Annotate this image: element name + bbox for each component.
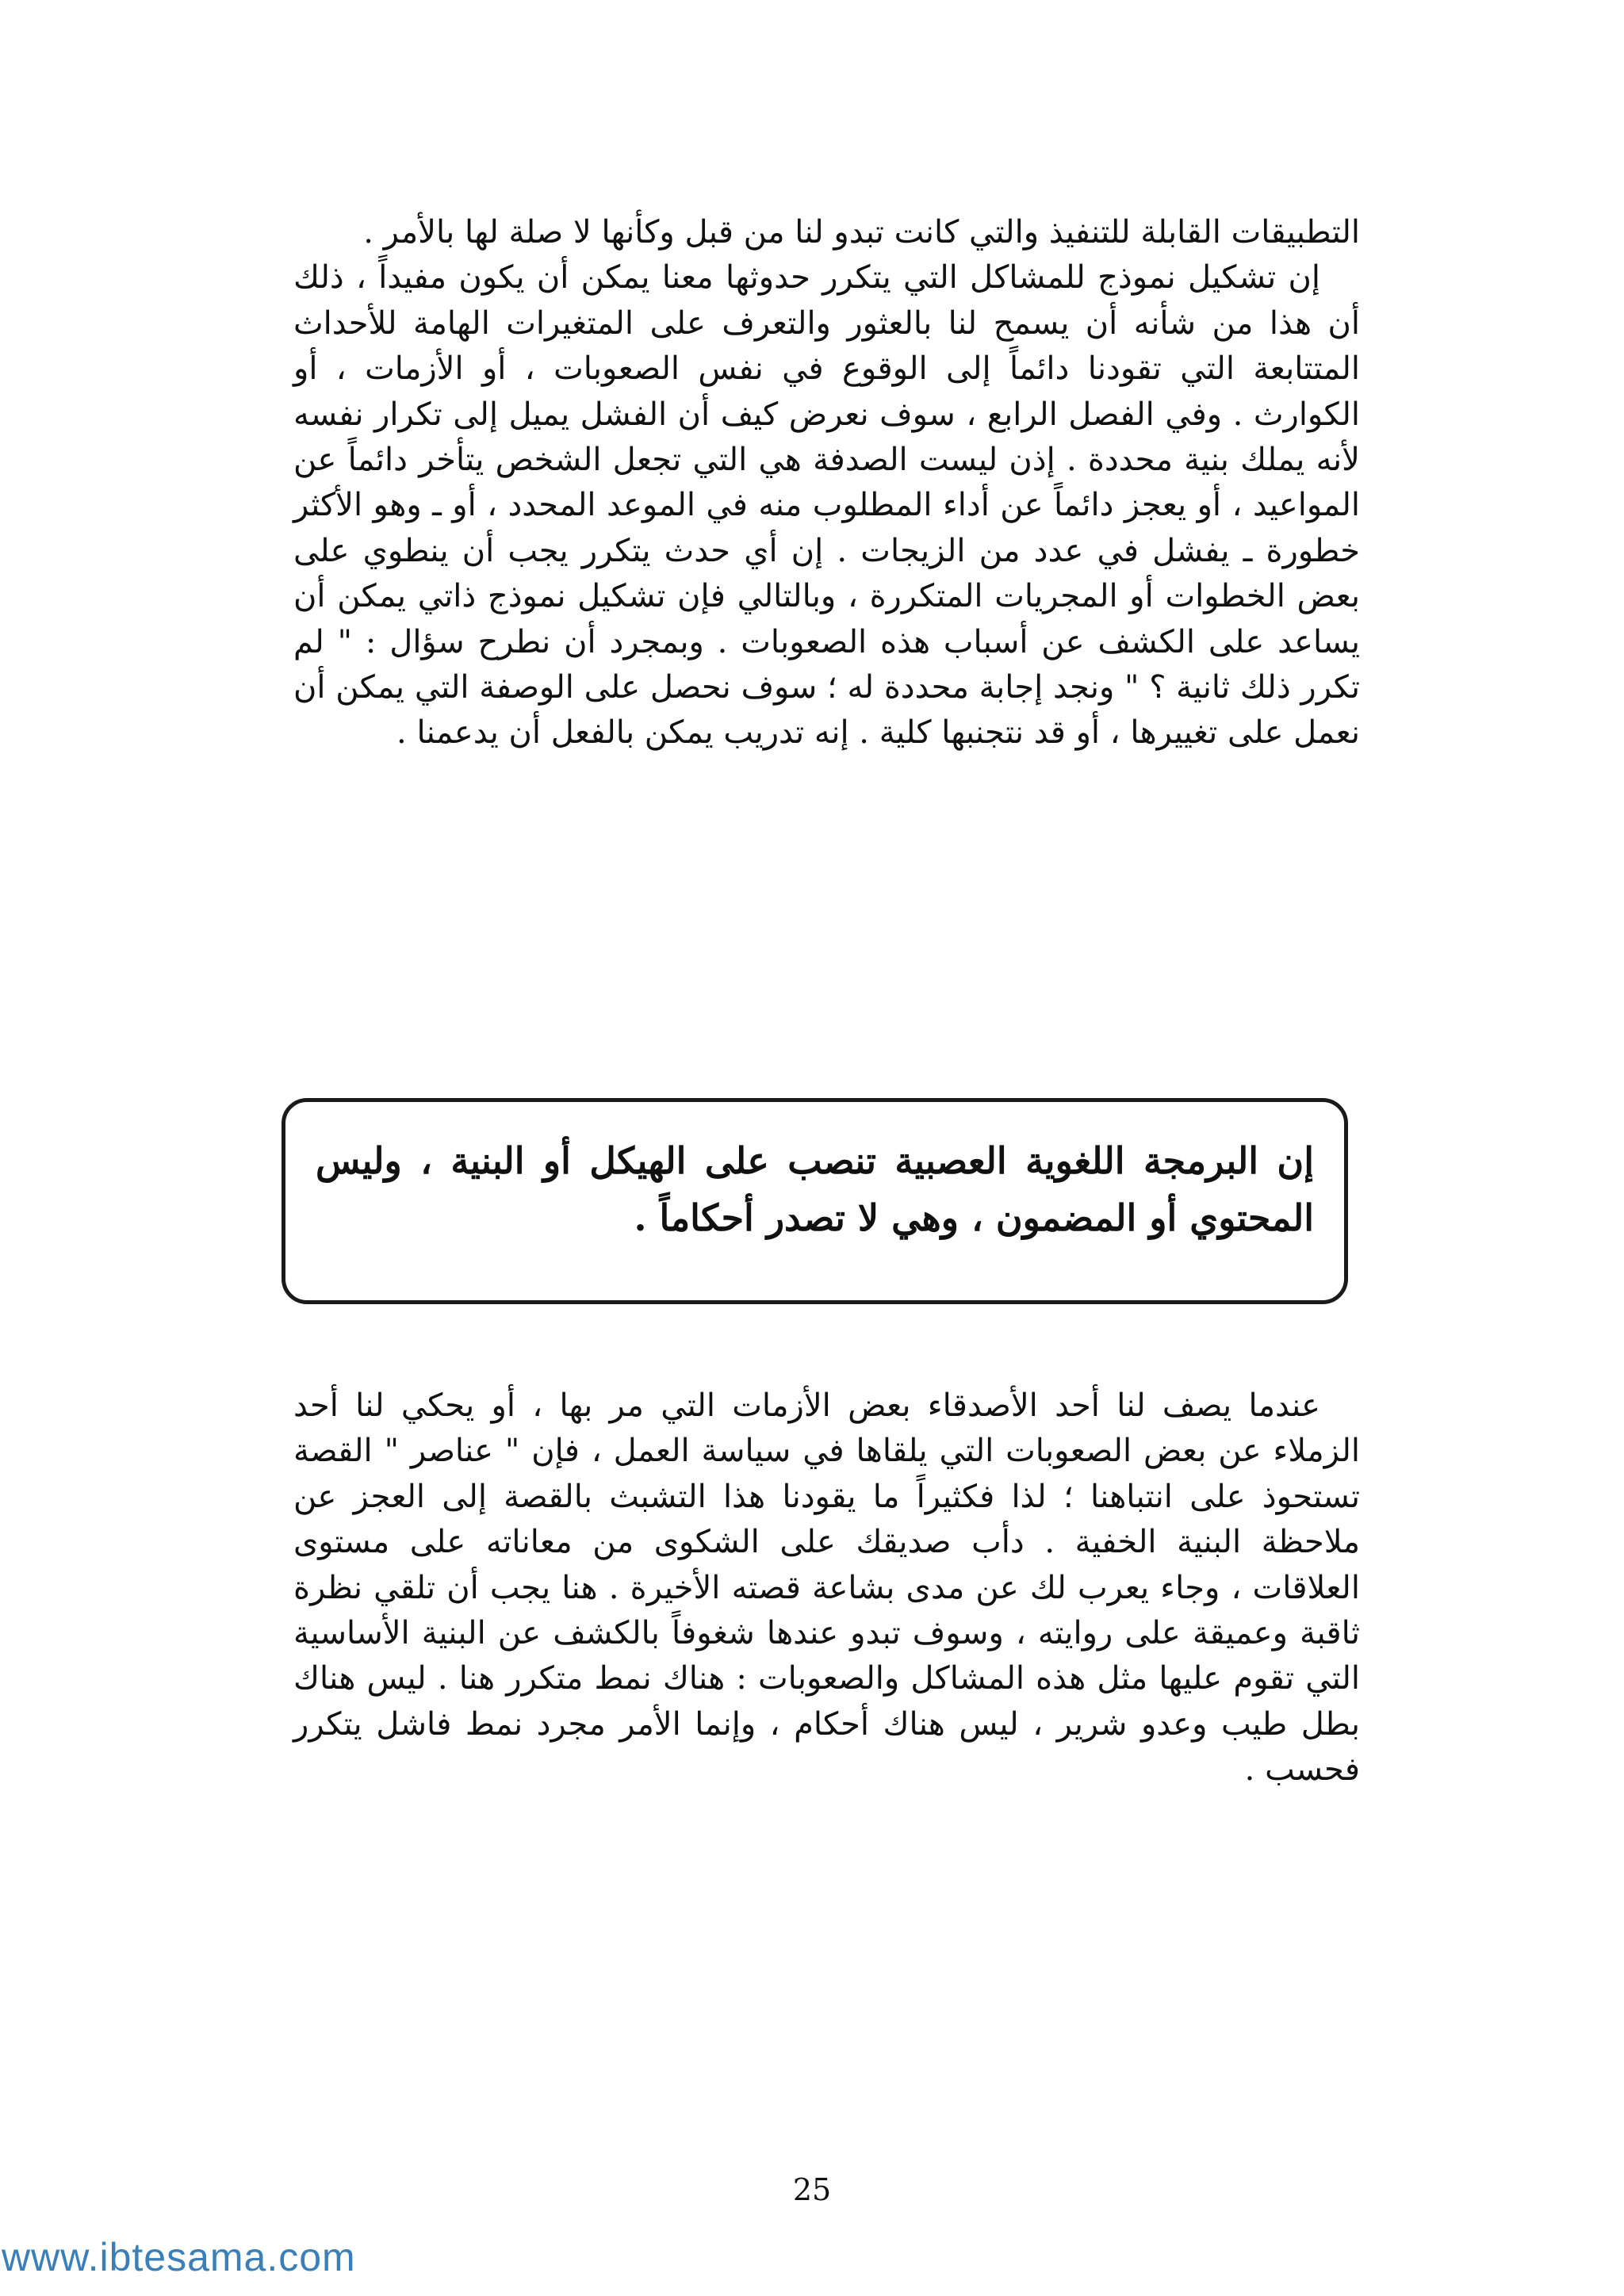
watermark-url: www.ibtesama.com [2, 2235, 356, 2279]
page-number: 25 [792, 2172, 832, 2207]
highlight-box [282, 1098, 1348, 1304]
highlight-text: إن البرمجة اللغوية العصبية تنصب على الهيكل أو البنية ، وليس المحتوي أو المضمون ، وهي لا تصدر أحكاماً . [316, 1139, 1314, 1239]
body-paragraph-2 [293, 1383, 1360, 1793]
paragraph-body: عندما يصف لنا أحد الأصدقاء بعض الأزمات التي مر بها ، أو يحكي لنا أحد الزملاء عن بعض الصعوبات التي يلقاها في سياسة العمل ، فإن " عناصر " القصة تستحوذ على انتباهنا ؛ لذا فكثيراً ما يقودنا هذا التشبث بالقصة إلى العجز عن ملاحظة البنية الخفية . دأب صديقك على الشكوى من معاناته على مستوى العلاقات ، وجاء يعرب لك عن مدى بشاعة قصته الأخيرة . هنا يجب أن تلقي نظرة ثاقبة وعميقة على روايته ، وسوف تبدو عندها شغوفاً بالكشف عن البنية الأساسية التي تقوم عليها مثل هذه المشاكل والصعوبات : هناك نمط متكرر هنا . ليس هناك بطل طيب وعدو شرير ، ليس هناك أحكام ، وإنما الأمر مجرد نمط فاشل يتكرر فحسب . [293, 1387, 1360, 1789]
body-paragraph-1 [293, 210, 1360, 756]
paragraph-continuation: التطبيقات القابلة للتنفيذ والتي كانت تبدو لنا من قبل وكأنها لا صلة لها بالأمر . [363, 214, 1360, 251]
paragraph-body: إن تشكيل نموذج للمشاكل التي يتكرر حدوثها معنا يمكن أن يكون مفيداً ، ذلك أن هذا من شأنه أن يسمح لنا بالعثور والتعرف على المتغيرات الهامة للأحداث المتتابعة التي تقودنا دائماً إلى الوقوع في نفس الصعوبات ، أو الأزمات ، أو الكوارث . وفي الفصل الرابع ، سوف نعرض كيف أن الفشل يميل إلى تكرار نفسه لأنه يملك بنية محددة . إذن ليست الصدفة هي التي تجعل الشخص يتأخر دائماً عن المواعيد ، أو يعجز دائماً عن أداء المطلوب منه في الموعد المحدد ، أو ـ وهو الأكثر خطورة ـ يفشل في عدد من الزيجات . إن أي حدث يتكرر يجب أن ينطوي على بعض الخطوات أو المجريات المتكررة ، وبالتالي فإن تشكيل نموذج ذاتي يمكن أن يساعد على الكشف عن أسباب هذه الصعوبات . وبمجرد أن نطرح سؤال : " لم تكرر ذلك ثانية ؟ " ونجد إجابة محددة له ؛ سوف نحصل على الوصفة التي يمكن أن نعمل على تغييرها ، أو قد نتجنبها كلية . إنه تدريب يمكن بالفعل أن يدعمنا . [293, 259, 1360, 752]
